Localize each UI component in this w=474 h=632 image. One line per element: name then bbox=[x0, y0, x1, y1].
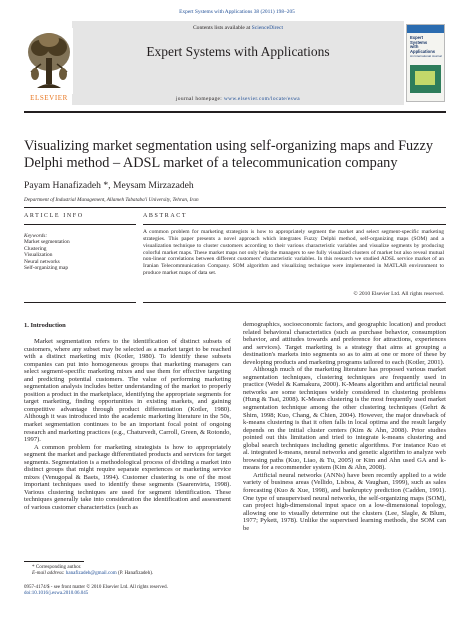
homepage-link[interactable]: www.elsevier.com/locate/eswa bbox=[223, 96, 301, 102]
title-divider bbox=[24, 207, 446, 208]
contents-line bbox=[72, 25, 404, 31]
keyword: Clustering bbox=[24, 245, 47, 252]
front-matter-footer bbox=[24, 585, 234, 598]
article-authors: Payam Hanafizadeh *, Meysam Mirzazadeh bbox=[24, 180, 194, 191]
article-info-bottom-rule bbox=[24, 302, 136, 303]
cover-band bbox=[407, 25, 444, 33]
keywords-label: Keywords: bbox=[24, 233, 48, 239]
body-right-column bbox=[243, 321, 446, 532]
cover-title-line: Applications bbox=[410, 48, 436, 54]
author-email-link[interactable]: hanafizadeh@gmail.com bbox=[65, 570, 117, 577]
body-paragraph: Market segmentation refers to the identification of distinct subsets of customers, where any subset may be selected as a market target to be reached with a distinct marketing mix (Kotler, 1980). To identify these subsets companies can put into homogeneous groups that marketing managers can select segment-specific marketing mixes and use them for effective targeting and predicting potential customers. The value of performing marketing segmentation analysis includes better understanding of the market to properly position a product in the marketplace, identifying the appropriate segments for target marketing, finding opportunities in existing markets, and gaining competitive advantage through product differentiation (Kotler, 1980). Although it was introduced into the academic marketing literature in the 50s, market segmentation continues to be an important focal point of ongoing research and marketing practices (e.g., Chaturvedi, Carroll, Green, & Rotondo, 1997). bbox=[24, 338, 231, 444]
body-paragraph: Although much of the marketing literature has proposed various market segmentation techniques, clustering techniques are frequently used in practice (Wedel & Kamakura, 2000). K-Means algorithm and artificial neural networks are some techniques widely considered in clustering problems (Hung & Tsai, 2008). K-Means clustering is the most frequently used market segmentation technique among the other clustering techniques (Gehrt & Shim, 1998; Kuo, Chang, & Chien, 2004). However, the major drawback of k-means clustering is that it often falls in local optima and the result largely depends on the initial cluster centers (Kim & Ahn, 2008). Prior studies pointed out this limitation and tried to integrate k-means clustering and global search techniques including genetic algorithms. For instance Kuo et al. integrated k-means, neural networks and genetic algorithm to analyze web browsing paths (Kuo, Liao, & Tu, 2005) or Kim and Ahn used GA and k-means for a recommender system (Kim & Ahn, 2008). bbox=[243, 366, 446, 472]
email-line bbox=[24, 570, 234, 576]
body-left-column bbox=[24, 338, 231, 512]
cover-artwork-inset bbox=[415, 71, 435, 85]
article-affiliation: Department of Industrial Management, Allameh Tabataba'i University, Tehran, Iran bbox=[24, 197, 199, 203]
corresponding-author-note: * Corresponding author. bbox=[32, 564, 82, 570]
elsevier-wordmark: ELSEVIER bbox=[30, 94, 68, 102]
doi-link[interactable]: doi:10.1016/j.eswa.2010.06.045 bbox=[24, 591, 89, 597]
abstract-rule bbox=[143, 224, 446, 225]
cover-title bbox=[410, 36, 442, 59]
keyword: Market segmentation bbox=[24, 239, 70, 246]
body-paragraph: A common problem for marketing strategists is how to appropriately segment the market and package differentiated products and services for target segments. Segmentation is a methodological process of dividing a market into distinct groups that might require separate experiences or marketing service mixes (Venugopal & Baets, 1994). Customer clustering is one of the most important techniques used to identify these segments (Saarenvirta, 1998). Various clustering techniques are used for segment identification. These techniques generally take into consideration the identification and assessment of various customer characteristics (such as bbox=[24, 443, 231, 512]
keyword: Neural networks bbox=[24, 258, 60, 265]
contents-prefix: Contents lists available at bbox=[192, 25, 252, 31]
elsevier-tree-logo bbox=[25, 28, 73, 94]
abstract-heading: ABSTRACT bbox=[143, 213, 188, 219]
email-label: E-mail address: bbox=[32, 570, 66, 577]
journal-citation[interactable]: Expert Systems with Applications 38 (2011) 198–205 bbox=[179, 9, 295, 15]
cover-title-line: Systems bbox=[410, 39, 428, 45]
journal-header-panel bbox=[72, 21, 404, 105]
journal-cover-thumbnail[interactable] bbox=[406, 24, 445, 102]
body-paragraph: demographics, socioeconomic factors, and geographic location) and product related behavioral characteristics (such as purchase behavior, consumption behavior, and attitudes towards and preference for attractions, experiences and services). Target marketing is a strategy that aims at grouping a destination's markets into segments so as to aim at one or more of these by developing products and marketing programs tailored to each (Kotler, 2001). bbox=[243, 321, 446, 366]
cover-subtitle: An International Journal bbox=[410, 54, 442, 59]
keywords-block bbox=[24, 233, 70, 271]
abstract-text: A common problem for marketing strategists is how to appropriately segment the market and select segment-specific marketing strategies. This paper presents a novel approach which integrates Fuzzy Delphi method, self-organizing maps (SOM) and a visualization technique to cluster customers according to their various characteristic variables and visualize segments by producing colorful market maps. These market maps not only help the managers to see fully visualized clusters of market but also reveal mutual non-linear correlations between different customers' characteristic variables. In this research we studied ADSL service market of an Iranian Telecommunication Company. SOM algorithm and visualizing technique were implemented in MATLAB environment to produce market maps of data set. bbox=[143, 229, 444, 277]
section-heading: 1. Introduction bbox=[24, 322, 66, 329]
keyword: Self-organizing map bbox=[24, 265, 69, 272]
journal-homepage bbox=[72, 96, 404, 102]
cover-title-line: with bbox=[410, 44, 419, 50]
body-paragraph: Artificial neural networks (ANNs) have been recently applied to a wide variety of business areas (Vellido, Lisboa, & Vaughan, 1999), such as sales forecasting (Kuo & Xue, 1998), and bankruptcy prediction (Cadden, 1991). One type of unsupervised neural networks, the self-organizing maps (SOM), can project high-dimensional input space on a low-dimensional topology, allowing one to visually determine out the clusters (Lee, Slagle, & Blum, 1977; Pykett, 1978). Unlike the supervised learning methods, the SOM can be bbox=[243, 471, 446, 532]
article-info-rule bbox=[24, 224, 136, 225]
cover-title-line: Expert bbox=[410, 35, 424, 40]
homepage-prefix: journal homepage: bbox=[175, 96, 224, 102]
footnote bbox=[24, 564, 234, 577]
header-divider bbox=[24, 111, 446, 113]
abstract-copyright: © 2010 Elsevier Ltd. All rights reserved. bbox=[353, 291, 444, 297]
footnote-rule bbox=[24, 561, 84, 562]
issn-line: 0957-4174/$ - see front matter © 2010 Elsevier Ltd. All rights reserved. bbox=[24, 585, 168, 590]
article-info-heading: ARTICLE INFO bbox=[24, 213, 84, 219]
sciencedirect-link[interactable]: ScienceDirect bbox=[251, 25, 284, 31]
abstract-bottom-rule bbox=[143, 302, 446, 303]
journal-title: Expert Systems with Applications bbox=[146, 44, 330, 59]
keyword: Visualization bbox=[24, 252, 53, 259]
article-title: Visualizing market segmentation using self-organizing maps and Fuzzy Delphi method – ADSL market of a telecommunication company bbox=[24, 138, 434, 171]
email-suffix: (P. Hanafizadeh). bbox=[116, 570, 154, 577]
